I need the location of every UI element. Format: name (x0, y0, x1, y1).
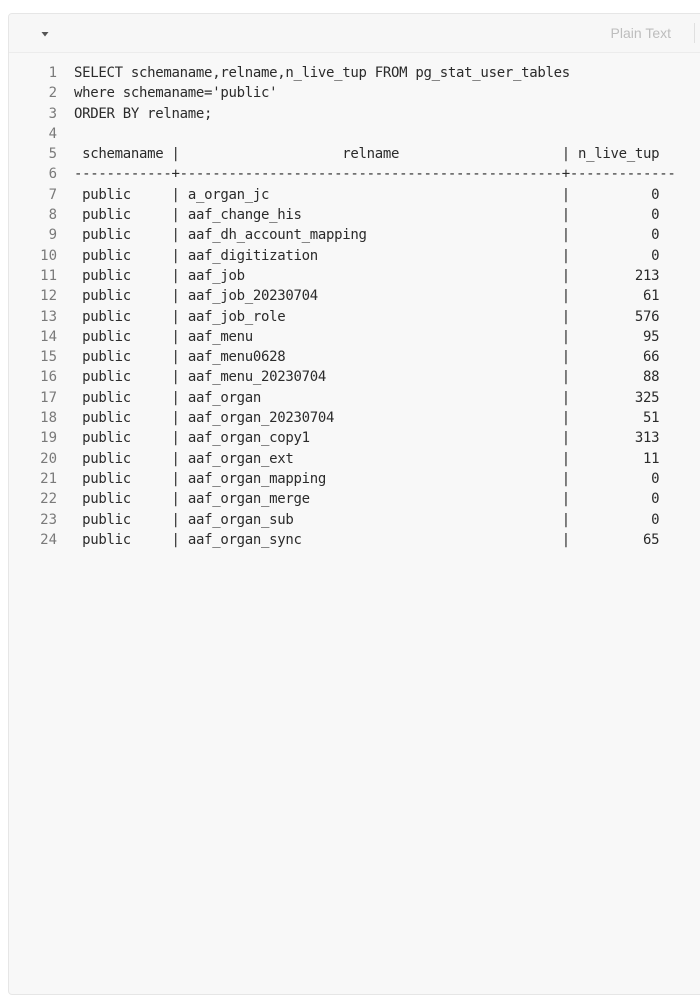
toolbar-divider (694, 23, 695, 43)
code-line (9, 347, 700, 367)
code-body[interactable] (9, 63, 700, 550)
code-line (9, 388, 700, 408)
code-line-text: public | aaf_organ_sync | 65 (74, 531, 660, 548)
code-line-text: public | aaf_dh_account_mapping | 0 (74, 227, 660, 244)
line-number: 14 (40, 328, 57, 345)
line-number: 20 (40, 450, 57, 467)
code-line-text: ------------+-----------------------------------------------+------------- (74, 166, 676, 183)
code-line (9, 246, 700, 266)
line-number: 7 (48, 186, 57, 203)
code-line (9, 510, 700, 530)
code-line (9, 164, 700, 184)
line-number: 22 (40, 491, 57, 508)
code-line (9, 83, 700, 103)
code-line (9, 124, 700, 144)
code-line-text: public | aaf_job_role | 576 (74, 308, 660, 325)
code-line-text: where schemaname='public' (74, 85, 278, 102)
line-number: 5 (48, 146, 57, 163)
code-line (9, 266, 700, 286)
code-line (9, 530, 700, 550)
code-line-text: public | aaf_menu0628 | 66 (74, 349, 660, 366)
code-line (9, 489, 700, 509)
code-line-text: ORDER BY relname; (74, 105, 213, 122)
code-line-text: public | aaf_organ_copy1 | 313 (74, 430, 660, 447)
line-number: 17 (40, 389, 57, 406)
code-line (9, 63, 700, 83)
line-number: 18 (40, 410, 57, 427)
line-number: 11 (40, 267, 57, 284)
code-line (9, 469, 700, 489)
chevron-down-icon[interactable] (39, 28, 51, 40)
code-line-text: public | aaf_menu | 95 (74, 328, 660, 345)
line-number: 13 (40, 308, 57, 325)
line-number: 12 (40, 288, 57, 305)
line-number: 3 (48, 105, 57, 122)
code-line (9, 225, 700, 245)
code-line (9, 144, 700, 164)
line-number: 10 (40, 247, 57, 264)
code-line-text: public | aaf_menu_20230704 | 88 (74, 369, 660, 386)
code-line (9, 307, 700, 327)
line-number: 23 (40, 511, 57, 528)
code-line-text: public | aaf_change_his | 0 (74, 207, 660, 224)
line-number: 16 (40, 369, 57, 386)
code-line-text: public | aaf_organ | 325 (74, 389, 660, 406)
code-line-text: public | aaf_organ_merge | 0 (74, 491, 660, 508)
code-line-text: public | aaf_organ_20230704 | 51 (74, 410, 660, 427)
code-line-text: SELECT schemaname,relname,n_live_tup FROM pg_stat_user_tables (74, 65, 570, 81)
code-line (9, 327, 700, 347)
line-number: 8 (48, 207, 57, 224)
code-line-text: public | aaf_organ_mapping | 0 (74, 470, 660, 487)
code-block (8, 13, 700, 995)
code-line-text: schemaname | relname | n_live_tup (74, 146, 660, 163)
code-line (9, 428, 700, 448)
line-number: 4 (48, 125, 57, 142)
code-line (9, 449, 700, 469)
code-line-text: public | a_organ_jc | 0 (74, 186, 660, 203)
line-number: 21 (40, 470, 57, 487)
line-number: 6 (48, 166, 57, 183)
line-number: 1 (48, 65, 57, 81)
code-line (9, 408, 700, 428)
code-line-text: public | aaf_job | 213 (74, 267, 660, 284)
code-line (9, 286, 700, 306)
code-block-toolbar (9, 14, 700, 53)
line-number: 24 (40, 531, 57, 548)
line-number: 9 (48, 227, 57, 244)
line-number: 19 (40, 430, 57, 447)
code-line (9, 104, 700, 124)
code-line (9, 185, 700, 205)
code-line-text: public | aaf_organ_sub | 0 (74, 511, 660, 528)
language-label[interactable]: Plain Text (610, 25, 671, 41)
code-line-text: public | aaf_organ_ext | 11 (74, 450, 660, 467)
line-number: 15 (40, 349, 57, 366)
code-line (9, 367, 700, 387)
line-number: 2 (48, 85, 57, 102)
code-line (9, 205, 700, 225)
code-line-text: public | aaf_job_20230704 | 61 (74, 288, 660, 305)
code-line-text: public | aaf_digitization | 0 (74, 247, 660, 264)
